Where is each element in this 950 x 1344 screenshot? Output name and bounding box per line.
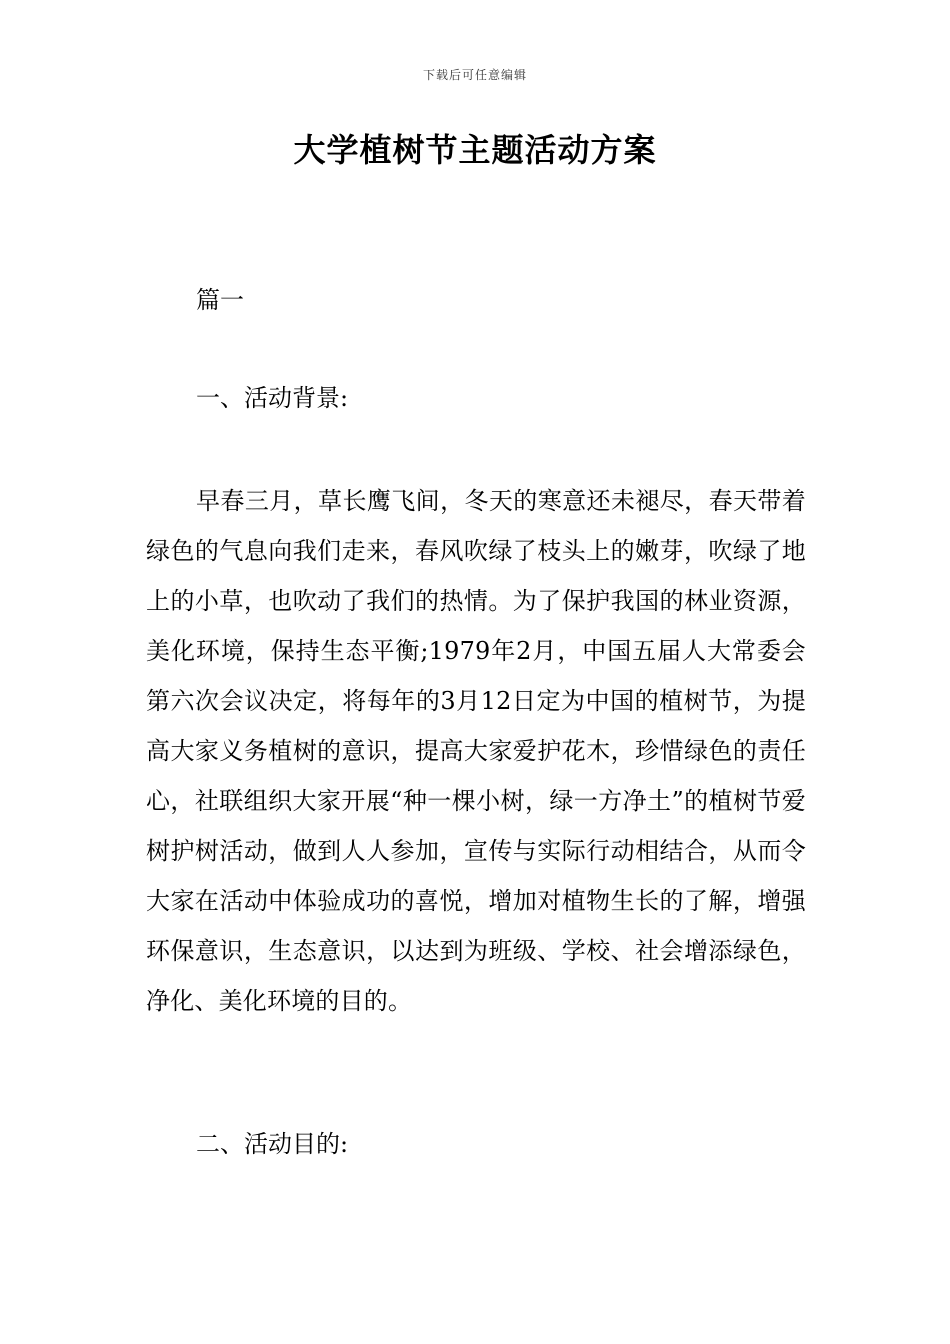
document-title: 大学植树节主题活动方案 [293,131,657,169]
background-paragraph: 早春三月，草长鹰飞间，冬天的寒意还未褪尽，春天带着绿色的气息向我们走来，春风吹绿了枝头上的嫩芽，吹绿了地上的小草，也吹动了我们的热情。为了保护我国的林业资源，美化环境，保持生态平衡;1979年2月，中国五届人大常委会第六次会议决定，将每年的3月12日定为中国的植树节，为提高大家义务植树的意识，提高大家爱护花木，珍惜绿色的责任心，社联组织大家开展“种一棵小树，绿一方净土”的植树节爱树护树活动，做到人人参加，宣传与实际行动相结合，从而令大家在活动中体验成功的喜悦，增加对植物生长的了解，增强环保意识，生态意识，以达到为班级、学校、社会增添绿色，净化、美化环境的目的。 [146,487,806,1015]
header-note: 下载后可任意编辑 [422,68,527,82]
section-heading-background: 一、活动背景: [196,384,349,412]
part-label: 篇一 [196,286,244,314]
section-heading-purpose: 二、活动目的: [196,1130,349,1158]
